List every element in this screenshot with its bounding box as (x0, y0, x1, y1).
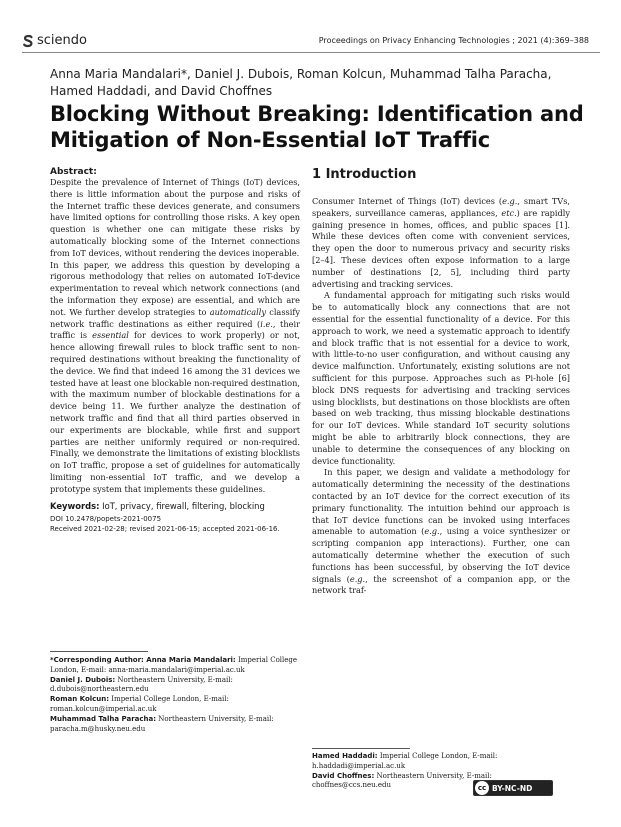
affiliation-text: Northeastern University, E-mail: d.dubois@northeastern.edu (50, 675, 233, 694)
text-span: Consumer Internet of Things (IoT) devices ( (312, 196, 503, 206)
affiliation-entry (50, 715, 300, 735)
affiliation-name: Muhammad Talha Paracha: (50, 714, 157, 723)
affiliation-name: David Choffnes: (312, 771, 375, 780)
emphasis: e.g. (349, 573, 366, 584)
text-span: In this paper, we address this question by developing a rigorous methodology that relies on automated IoT-device experimentation to reveal which network connections (and the information they expose) are essential, and which are not. We further develop strategies to (50, 259, 300, 317)
emphasis: e.g. (502, 196, 518, 206)
keywords-label: Keywords: (50, 500, 100, 511)
abstract-paragraph (50, 260, 300, 496)
section-heading: 1 Introduction (312, 167, 417, 182)
introduction-body (312, 196, 570, 597)
text-span: ) are rapidly gaining presence in homes, offices, and public spaces [1]. While these devices often come with convenient services, they open the door to numerous privacy and security risks [2–4]. These devices often expose information to a large number of destinations [2, 5], including third party advertising and tracking services. (312, 207, 570, 289)
text-span: classify network traffic destinations as either required ( (50, 306, 300, 329)
affiliation-text: Imperial College London, E-mail: roman.kolcun@imperial.ac.uk (50, 695, 229, 713)
emphasis: i.e. (260, 318, 273, 329)
text-span: , the screenshot of a companion app, or the network traf- (312, 573, 570, 596)
left-column (50, 167, 300, 534)
author-list: Anna Maria Mandalari*, Daniel J. Dubois, Roman Kolcun, Muhammad Talha Paracha, Hamed Haddadi, and David Choffnes (50, 67, 552, 98)
text-span: , smart TVs, speakers, surveillance cameras, appliances, (312, 196, 570, 218)
emphasis: essential (92, 330, 129, 341)
emphasis: e.g. (424, 526, 440, 537)
affiliation-name: Roman Kolcun: (50, 695, 110, 704)
doi: DOI 10.2478/popets-2021-0075 (50, 514, 162, 523)
keywords (50, 501, 300, 511)
abstract-heading: Abstract: (50, 167, 97, 177)
affiliation-text: Northeastern University, E-mail: paracha.m@husky.neu.edu (50, 714, 274, 733)
affiliation-entry (50, 656, 300, 676)
license-badge[interactable] (473, 780, 553, 796)
page-header (0, 0, 621, 56)
sciendo-s-icon (22, 34, 34, 48)
emphasis: automatically (209, 306, 266, 317)
intro-paragraph: A fundamental approach for mitigating such risks would be to automatically block any connections that are not essential for the essential functionality of a device. For this approach to work, we need a systematic approach to identify and block traffic that is not essential for a device to work, with little-to-no user configuration, and without causing any device malfunction. Unfortunately, existing solutions are not sufficient for this purpose. Approaches such as Pi-hole [6] block DNS requests for advertising and tracking services using blocklists, but destinations on those blocklists are often based on web tracking, thus missing blockable destinations for our IoT devices. While standard IoT security solutions might be able to arbitrarily block connections, they are unable to determine the consequences of any blocking on device functionality. (312, 290, 570, 466)
footnote-divider (312, 748, 410, 749)
emphasis: etc. (501, 207, 517, 218)
text-span: , their traffic is (50, 318, 300, 341)
affiliation-name: *Corresponding Author: Anna Maria Mandalari: (50, 656, 236, 664)
publisher-logo (22, 33, 87, 48)
affiliation-entry (50, 695, 300, 715)
author-affiliations-left (50, 656, 300, 734)
keywords-text: IoT, privacy, firewall, filtering, blocking (99, 500, 265, 511)
journal-reference: Proceedings on Privacy Enhancing Technologies ; 2021 (4):369–388 (318, 36, 589, 45)
affiliation-name: Daniel J. Dubois: (50, 675, 116, 684)
affiliation-text: Imperial College London, E-mail: anna-maria.mandalari@imperial.ac.uk (50, 656, 298, 674)
affiliation-name: Hamed Haddadi: (312, 752, 378, 760)
footnote-divider (50, 651, 148, 652)
affiliation-text: Northeastern University, E-mail: choffnes@ccs.neu.edu (312, 771, 492, 790)
right-column (312, 196, 570, 597)
header-divider (22, 52, 600, 53)
paper-title: Blocking Without Breaking: Identification and Mitigation of Non-Essential IoT Traffic (50, 102, 584, 152)
logo-text: sciendo (37, 33, 87, 48)
affiliation-entry (50, 676, 300, 696)
affiliation-text: Imperial College London, E-mail: h.haddadi@imperial.ac.uk (312, 752, 498, 770)
text-span: for devices to work properly) or not, hence allowing firewall rules to block traffic sent to non-required destinations without breaking the functionality of the device. We find that indeed 16 among the 31 devices we tested have at least one blockable non-required destination, with the maximum number of blockable destinations for a device being 11. We further analyze the destination of network traffic and find that all third parties observed in our experiments are blockable, while first and support parties are neither uniformly required or non-required. Finally, we demonstrate the limitations of existing blocklists on IoT traffic, propose a set of guidelines for automatically limiting non-essential IoT traffic, and we develop a prototype system that implements these guidelines. (50, 330, 300, 494)
abstract-paragraph: Despite the prevalence of Internet of Things (IoT) devices, there is little information about the purpose and risks of the Internet traffic these devices generate, and consumers have limited options for controlling those risks. A key open question is whether one can mitigate these risks by automatically blocking some of the Internet connections from IoT devices, without rendering the devices inoperable. (50, 177, 300, 258)
intro-paragraph (312, 196, 570, 290)
abstract-body (50, 177, 300, 496)
creative-commons-icon: cc (475, 781, 489, 795)
affiliation-entry (312, 752, 570, 772)
text-span: In this paper, we design and validate a methodology for automatically determining the necessity of the destinations contacted by an IoT device for the correct execution of its primary functionality. The intuition behind our approach is that IoT device functions can be invoked using interfaces amenable to automation ( (312, 467, 570, 537)
license-text: BY-NC-ND (492, 783, 533, 793)
intro-paragraph (312, 467, 570, 597)
received-dates: Received 2021-02-28; revised 2021-06-15; accepted 2021-06-16. (50, 524, 280, 533)
text-span: , using a voice synthesizer or scripting companion app interactions). Further, one can automatically determine whether the execution of such functions has been successful, by observing the IoT device signals ( (312, 526, 570, 584)
